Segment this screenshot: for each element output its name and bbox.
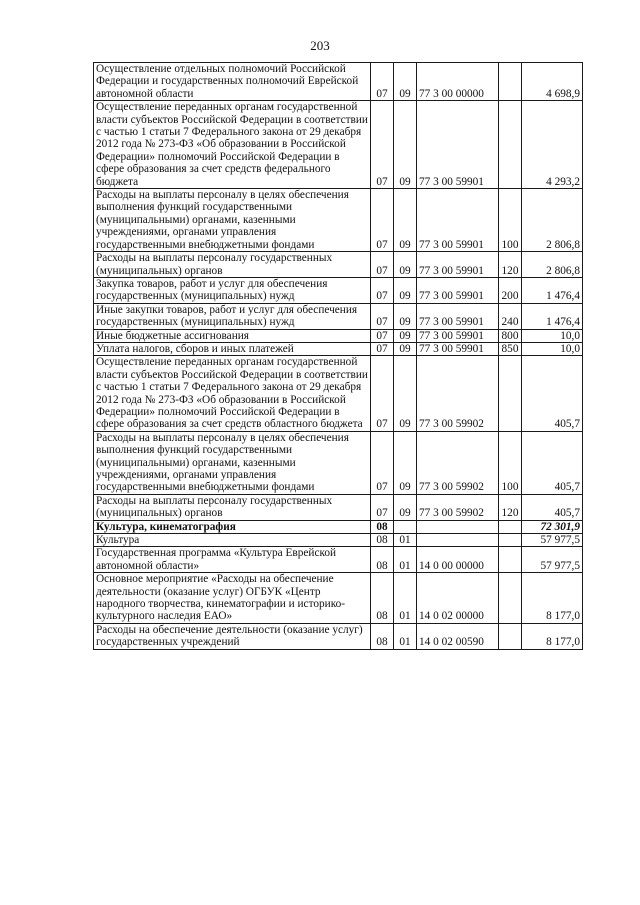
section-code-cell: 07 [371, 277, 394, 303]
target-article-cell: 77 3 00 59901 [417, 277, 499, 303]
expense-type-cell [499, 520, 522, 533]
subsection-code-cell: 09 [394, 494, 417, 520]
table-row [94, 63, 583, 101]
row-name-cell: Расходы на обеспечение деятельности (оказание услуг) государственных учреждений [94, 623, 371, 649]
target-article-cell: 14 0 02 00590 [417, 623, 499, 649]
section-code-cell: 08 [371, 547, 394, 573]
section-code-cell: 08 [371, 520, 394, 533]
section-code-cell: 07 [371, 356, 394, 431]
target-article-cell [417, 534, 499, 547]
table-row [94, 101, 583, 189]
amount-cell: 1 476,4 [522, 303, 583, 329]
row-name-cell: Государственная программа «Культура Еврейской автономной области» [94, 547, 371, 573]
target-article-cell: 77 3 00 59901 [417, 342, 499, 355]
budget-table-body [94, 63, 583, 650]
amount-cell: 8 177,0 [522, 573, 583, 624]
target-article-cell: 77 3 00 59901 [417, 252, 499, 278]
row-name-cell: Культура [94, 534, 371, 547]
subsection-code-cell: 09 [394, 303, 417, 329]
expense-type-cell: 240 [499, 303, 522, 329]
row-name-cell: Расходы на выплаты персоналу в целях обеспечения выполнения функций государственными (муниципальными) органами, казенными учреждениями, органами управления государственными внебюджетными фондами [94, 431, 371, 494]
row-name-cell: Основное мероприятие «Расходы на обеспечение деятельности (оказание услуг) ОГБУК «Центр народного творчества, кинематографии и историко-культурного наследия ЕАО» [94, 573, 371, 624]
section-code-cell: 07 [371, 431, 394, 494]
row-name-cell: Уплата налогов, сборов и иных платежей [94, 342, 371, 355]
target-article-cell: 14 0 02 00000 [417, 573, 499, 624]
subsection-code-cell: 01 [394, 534, 417, 547]
budget-table [93, 62, 583, 650]
row-name-cell: Иные закупки товаров, работ и услуг для обеспечения государственных (муниципальных) нужд [94, 303, 371, 329]
row-name-cell: Расходы на выплаты персоналу государственных (муниципальных) органов [94, 252, 371, 278]
amount-cell: 405,7 [522, 494, 583, 520]
expense-type-cell: 850 [499, 342, 522, 355]
section-code-cell: 07 [371, 494, 394, 520]
amount-cell: 405,7 [522, 356, 583, 431]
page-number: 203 [310, 38, 330, 53]
table-row [94, 534, 583, 547]
expense-type-cell: 100 [499, 431, 522, 494]
subsection-code-cell: 09 [394, 252, 417, 278]
amount-cell: 57 977,5 [522, 534, 583, 547]
section-code-cell: 07 [371, 101, 394, 189]
section-code-cell: 07 [371, 63, 394, 101]
table-row [94, 573, 583, 624]
expense-type-cell: 100 [499, 189, 522, 252]
section-code-cell: 07 [371, 329, 394, 342]
expense-type-cell [499, 63, 522, 101]
subsection-code-cell: 09 [394, 101, 417, 189]
expense-type-cell [499, 547, 522, 573]
target-article-cell: 77 3 00 59901 [417, 329, 499, 342]
table-row [94, 252, 583, 278]
target-article-cell: 77 3 00 59902 [417, 494, 499, 520]
amount-cell: 72 301,9 [522, 520, 583, 533]
row-name-cell: Осуществление переданных органам государственной власти субъектов Российской Федерации в соответствии с частью 1 статьи 7 Федерального закона от 29 декабря 2012 года № 273-ФЗ «Об образовании в Российской Федерации» полномочий Российской Федерации в сфере образования за счет средств федерального бюджета [94, 101, 371, 189]
target-article-cell: 77 3 00 59901 [417, 101, 499, 189]
target-article-cell: 77 3 00 00000 [417, 63, 499, 101]
row-name-cell: Иные бюджетные ассигнования [94, 329, 371, 342]
row-name-cell: Культура, кинематография [94, 520, 371, 533]
section-code-cell: 08 [371, 623, 394, 649]
expense-type-cell: 120 [499, 252, 522, 278]
row-name-cell: Расходы на выплаты персоналу в целях обеспечения выполнения функций государственными (муниципальными) органами, казенными учреждениями, органами управления государственными внебюджетными фондами [94, 189, 371, 252]
expense-type-cell [499, 573, 522, 624]
subsection-code-cell: 09 [394, 277, 417, 303]
amount-cell: 4 293,2 [522, 101, 583, 189]
table-row [94, 547, 583, 573]
row-name-cell: Осуществление переданных органам государственной власти субъектов Российской Федерации в соответствии с частью 1 статьи 7 Федерального закона от 29 декабря 2012 года № 273-ФЗ «Об образовании в Российской Федерации» полномочий Российской Федерации в сфере образования за счет средств областного бюджета [94, 356, 371, 431]
amount-cell: 2 806,8 [522, 189, 583, 252]
target-article-cell [417, 520, 499, 533]
subsection-code-cell: 09 [394, 329, 417, 342]
table-row [94, 520, 583, 533]
expense-type-cell: 800 [499, 329, 522, 342]
subsection-code-cell: 09 [394, 431, 417, 494]
table-row [94, 303, 583, 329]
subsection-code-cell: 09 [394, 342, 417, 355]
table-row [94, 623, 583, 649]
table-row [94, 277, 583, 303]
expense-type-cell [499, 356, 522, 431]
target-article-cell: 77 3 00 59901 [417, 189, 499, 252]
table-row [94, 494, 583, 520]
subsection-code-cell: 01 [394, 573, 417, 624]
amount-cell: 57 977,5 [522, 547, 583, 573]
table-row [94, 356, 583, 431]
section-code-cell: 07 [371, 252, 394, 278]
target-article-cell: 14 0 00 00000 [417, 547, 499, 573]
target-article-cell: 77 3 00 59902 [417, 356, 499, 431]
row-name-cell: Закупка товаров, работ и услуг для обеспечения государственных (муниципальных) нужд [94, 277, 371, 303]
table-row [94, 431, 583, 494]
section-code-cell: 07 [371, 342, 394, 355]
amount-cell: 10,0 [522, 342, 583, 355]
expense-type-cell [499, 534, 522, 547]
subsection-code-cell [394, 520, 417, 533]
section-code-cell: 07 [371, 189, 394, 252]
expense-type-cell [499, 101, 522, 189]
section-code-cell: 08 [371, 573, 394, 624]
expense-type-cell: 120 [499, 494, 522, 520]
table-row [94, 329, 583, 342]
subsection-code-cell: 09 [394, 63, 417, 101]
subsection-code-cell: 01 [394, 623, 417, 649]
expense-type-cell: 200 [499, 277, 522, 303]
subsection-code-cell: 09 [394, 189, 417, 252]
amount-cell: 10,0 [522, 329, 583, 342]
row-name-cell: Расходы на выплаты персоналу государственных (муниципальных) органов [94, 494, 371, 520]
subsection-code-cell: 01 [394, 547, 417, 573]
section-code-cell: 08 [371, 534, 394, 547]
table-row [94, 342, 583, 355]
table-row [94, 189, 583, 252]
amount-cell: 405,7 [522, 431, 583, 494]
row-name-cell: Осуществление отдельных полномочий Российской Федерации и государственных полномочий Еврейской автономной области [94, 63, 371, 101]
amount-cell: 1 476,4 [522, 277, 583, 303]
amount-cell: 2 806,8 [522, 252, 583, 278]
amount-cell: 8 177,0 [522, 623, 583, 649]
section-code-cell: 07 [371, 303, 394, 329]
amount-cell: 4 698,9 [522, 63, 583, 101]
expense-type-cell [499, 623, 522, 649]
target-article-cell: 77 3 00 59902 [417, 431, 499, 494]
subsection-code-cell: 09 [394, 356, 417, 431]
target-article-cell: 77 3 00 59901 [417, 303, 499, 329]
